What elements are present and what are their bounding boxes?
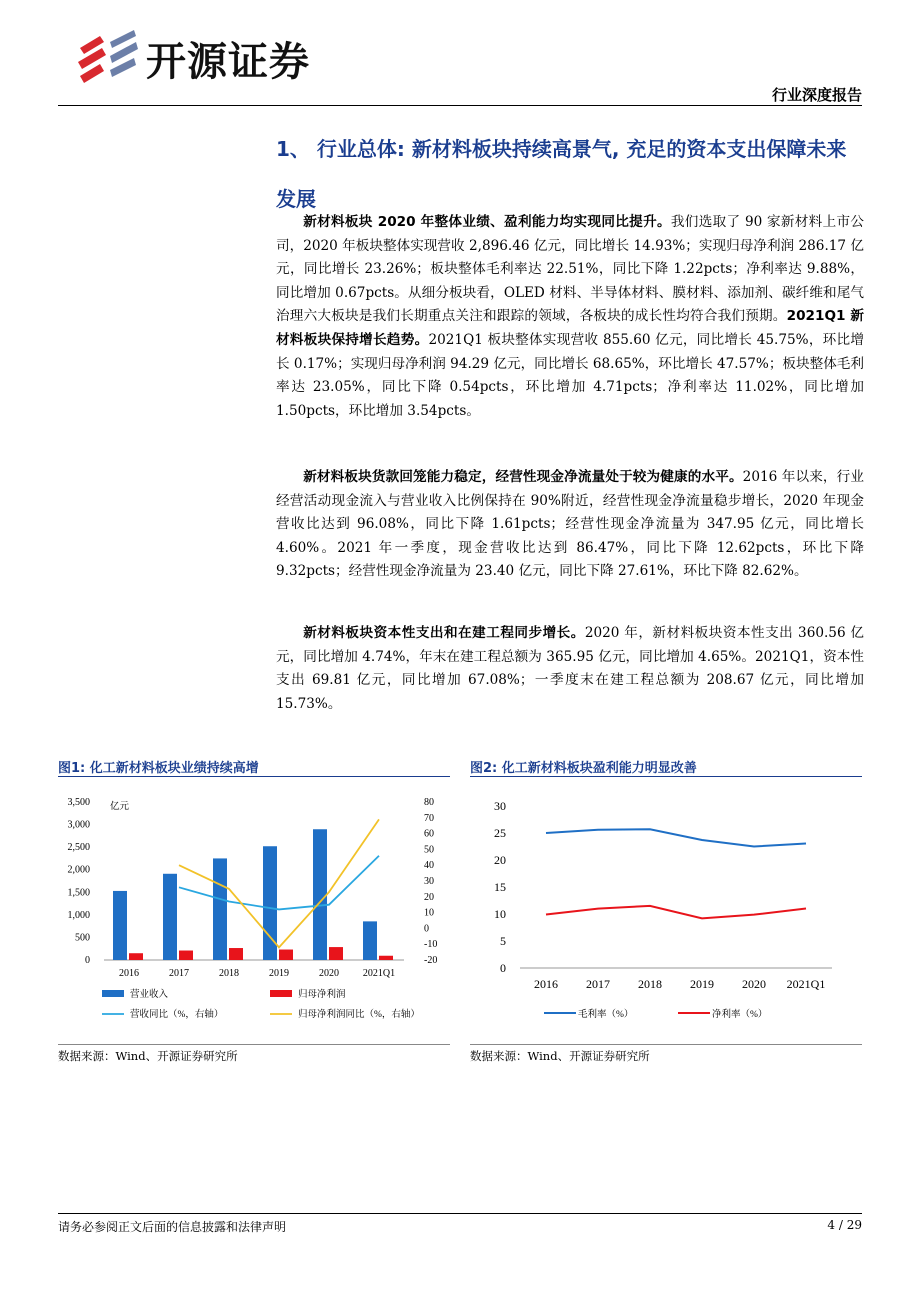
paragraph-cashflow xyxy=(276,466,864,584)
y-left-tick-label: 0 xyxy=(85,955,90,966)
x-tick-label: 2018 xyxy=(638,977,662,991)
bar xyxy=(363,921,377,960)
y-right-tick-label: 20 xyxy=(424,891,434,903)
legend-label: 营收同比（%，右轴） xyxy=(130,1010,224,1020)
bar xyxy=(229,948,243,960)
legend-swatch xyxy=(270,990,292,997)
y-left-tick-label: 2,500 xyxy=(67,842,90,854)
paragraph-text: 2020 年，新材料板块资本性支出 360.56 亿元，同比增加 4.74%，年末在建工程总额为 365.95 亿元，同比增加 4.65%。2021Q1，资本性支出 69.81 亿元，同比增加 67.08%；一季度末在建工程总额为 208.67 亿元，同比增加 15.73%。 xyxy=(276,625,865,712)
figure-2-top-rule xyxy=(470,776,862,777)
x-tick-label: 2017 xyxy=(169,968,189,979)
figure-1-chart xyxy=(58,786,450,1040)
x-tick-label: 2021Q1 xyxy=(362,968,396,979)
legend-label: 归母净利润同比（%，右轴） xyxy=(298,1010,420,1020)
figure-2-title: 图2: 化工新材料板块盈利能力明显改善 xyxy=(470,761,697,776)
bar xyxy=(329,947,343,960)
paragraph-text: 我们选取了 90 家新材料上市公司，2020 年板块整体实现营收 2,896.46 亿元，同比增长 14.93%；实现归母净利润 286.17 亿元，同比增长 23.26%；板块整体毛利率达 22.51%，同比下降 1.22pcts；净利率达 9.88%，同比增加 0.67pcts。从细分板块看，OLED 材料、半导体材料、膜材料、添加剂、碳纤维和尾气治理六大板块是我们长期重点关注和跟踪的领域，各板块的成长性均符合我们预期。 xyxy=(276,214,864,325)
logo-mark xyxy=(72,28,142,88)
paragraph-text: 2016 年以来，行业经营活动现金流入与营业收入比例保持在 90%附近，经营性现金净流量稳步增长，2020 年现金营收比达到 96.08%，同比下降 1.61pcts；经营性现金净流量为 347.95 亿元，同比增长 4.60%。2021 年一季度，现金营收比达到 86.47%，同比下降 12.62pcts，环比下降 9.32pcts；经营性现金净流量为 23.40 亿元，同比下降 27.61%，环比下降 82.62%。 xyxy=(276,469,864,580)
y-right-tick-label: 0 xyxy=(424,923,429,935)
y-left-tick-label: 3,500 xyxy=(67,797,90,808)
bar xyxy=(163,874,177,960)
paragraph-lead: 新材料板块货款回笼能力稳定，经营性现金净流量处于较为健康的水平。 xyxy=(303,469,743,485)
x-tick-label: 2020 xyxy=(319,968,339,979)
bar xyxy=(129,953,143,960)
legend-swatch xyxy=(102,990,124,997)
y-right-tick-label: 30 xyxy=(424,876,434,887)
legend-label: 净利率（%） xyxy=(712,1010,768,1020)
y-tick-label: 25 xyxy=(494,826,506,840)
bar xyxy=(279,950,293,960)
y-right-tick-label: -10 xyxy=(424,939,438,951)
y-right-tick-label: -20 xyxy=(424,955,438,966)
y-right-tick-label: 70 xyxy=(424,812,434,824)
legend-label: 毛利率（%） xyxy=(578,1010,634,1020)
x-tick-label: 2019 xyxy=(269,968,289,979)
report-type: 行业深度报告 xyxy=(771,86,862,104)
x-tick-label: 2018 xyxy=(219,968,239,979)
legend-label: 营业收入 xyxy=(130,990,169,1000)
y-right-tick-label: 10 xyxy=(424,907,434,919)
section-title: 1、 行业总体: 新材料板块持续高景气, 充足的资本支出保障未来发展 xyxy=(276,137,847,211)
x-tick-label: 2016 xyxy=(534,977,558,991)
header-divider xyxy=(58,105,862,106)
footer-divider xyxy=(58,1213,862,1214)
paragraph-text-2: 2021Q1 板块整体实现营收 855.60 亿元，同比增长 45.75%，环比增长 0.17%；实现归母净利润 94.29 亿元，同比增长 68.65%，环比增长 47.57%；板块整体毛利率达 23.05%，同比下降 0.54pcts，环比增加 4.71pcts；净利率达 11.02%，同比增加 1.50pcts，环比增加 3.54pcts。 xyxy=(276,331,864,419)
figure-2-chart xyxy=(470,786,862,1040)
figure-2-bottom-rule xyxy=(470,1044,862,1045)
paragraph-capex xyxy=(276,622,864,716)
y-tick-label: 30 xyxy=(494,799,506,813)
figure-1-title: 图1: 化工新材料板块业绩持续高增 xyxy=(58,761,259,776)
y-right-tick-label: 40 xyxy=(424,860,434,872)
y-right-tick-label: 80 xyxy=(424,797,434,808)
figure-1-bottom-rule xyxy=(58,1044,450,1045)
x-tick-label: 2017 xyxy=(586,977,610,991)
paragraph-lead-2: 2021Q1 新材料板块保持增长趋势。 xyxy=(276,308,864,348)
series-line xyxy=(179,819,379,947)
y-right-tick-label: 50 xyxy=(424,844,434,856)
y-tick-label: 20 xyxy=(494,853,506,867)
y-left-tick-label: 1,000 xyxy=(67,909,90,921)
bar xyxy=(113,891,127,960)
x-tick-label: 2021Q1 xyxy=(786,977,826,991)
paragraph-lead: 新材料板块资本性支出和在建工程同步增长。 xyxy=(303,625,585,641)
paragraph-performance xyxy=(276,211,864,423)
page-number: 4 / 29 xyxy=(827,1218,862,1232)
x-tick-label: 2016 xyxy=(119,968,139,979)
series-line xyxy=(546,906,806,918)
y-tick-label: 5 xyxy=(500,934,506,948)
bar xyxy=(379,956,393,960)
y-left-tick-label: 500 xyxy=(75,932,90,944)
series-line xyxy=(546,829,806,846)
y-left-tick-label: 2,000 xyxy=(67,864,90,876)
y-tick-label: 10 xyxy=(494,907,506,921)
brand-name: 开源证券 xyxy=(146,39,310,85)
x-tick-label: 2019 xyxy=(690,977,714,991)
figure-2-source: 数据来源：Wind、开源证券研究所 xyxy=(470,1049,650,1063)
paragraph-lead: 新材料板块 2020 年整体业绩、盈利能力均实现同比提升。 xyxy=(303,214,671,230)
legend-label: 归母净利润 xyxy=(298,990,346,1000)
y-tick-label: 15 xyxy=(494,880,506,894)
y-tick-label: 0 xyxy=(500,961,506,975)
y-right-tick-label: 60 xyxy=(424,828,434,840)
unit-label: 亿元 xyxy=(110,802,130,812)
bar xyxy=(313,829,327,960)
y-left-tick-label: 1,500 xyxy=(67,887,90,899)
y-left-tick-label: 3,000 xyxy=(67,819,90,831)
x-tick-label: 2020 xyxy=(742,977,766,991)
figure-1-source: 数据来源：Wind、开源证券研究所 xyxy=(58,1049,238,1063)
bar xyxy=(213,858,227,960)
legal-disclaimer: 请务必参阅正文后面的信息披露和法律声明 xyxy=(58,1220,287,1234)
bar xyxy=(179,951,193,960)
figure-1-top-rule xyxy=(58,776,450,777)
